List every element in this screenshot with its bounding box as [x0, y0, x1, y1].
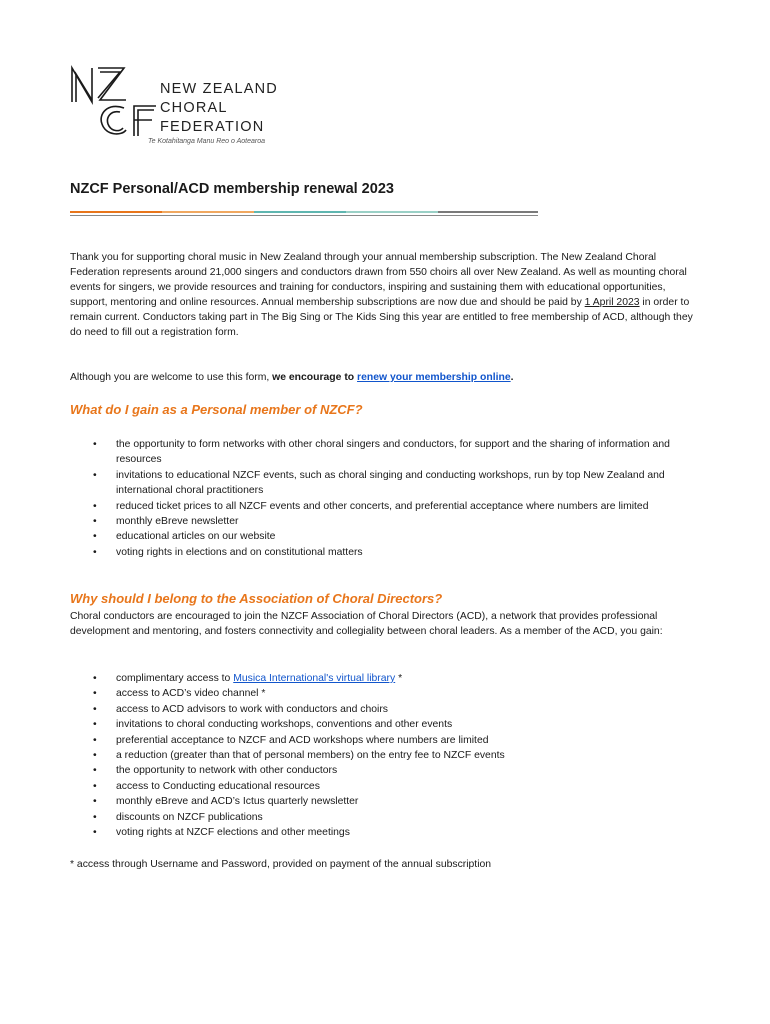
- acd-heading: Why should I belong to the Association of Choral Directors?: [70, 591, 443, 606]
- list-item-text: the opportunity to form networks with other choral singers and conductors, for support and the sharing of information and resources: [116, 439, 670, 466]
- list-item-text: voting rights at NZCF elections and other meetings: [116, 827, 350, 839]
- logo-wordmark: [160, 80, 278, 137]
- list-item-text: invitations to choral conducting workshops, conventions and other events: [116, 719, 453, 731]
- list-item-text: educational articles on our website: [116, 531, 276, 543]
- list-item-text: preferential acceptance to NZCF and ACD workshops where numbers are limited: [116, 734, 489, 746]
- intro-text-before: Thank you for supporting choral music in New Zealand through your annual membership subscription. The New Zealand Choral Federation represents around 21,000 singers and conductors drawn from 550 choirs all over New Zealand. As well as mounting choral events for singers, we provide resources and training for conductors, inspiring and sustaining them with educational opportunities, support, mentoring and online resources. Annual membership subscriptions are now due and should be paid by: [70, 252, 687, 308]
- acd-intro-paragraph: Choral conductors are encouraged to join the NZCF Association of Choral Directors (ACD), a network that provides professional development and mentoring, and fosters connectivity and collegiality between choral leaders. As a member of the ACD, you gain:: [70, 611, 663, 637]
- bullet-icon: •: [93, 673, 97, 684]
- list-item: [70, 437, 700, 468]
- bullet-icon: •: [93, 531, 97, 543]
- intro-paragraph: [70, 250, 700, 340]
- bullet-icon: •: [93, 516, 97, 528]
- list-item: [70, 763, 700, 778]
- list-item: [70, 529, 700, 544]
- logo-line-3: FEDERATION: [160, 119, 265, 135]
- online-text-bold: we encourage to: [272, 372, 358, 383]
- bullet-icon: •: [93, 811, 97, 823]
- list-item: [70, 825, 700, 840]
- musica-library-link[interactable]: Musica International's virtual library: [233, 673, 396, 684]
- list-item-text: reduced ticket prices to all NZCF events and other concerts, and preferential acceptance where numbers are limited: [116, 500, 649, 512]
- bullet-icon: •: [93, 500, 97, 512]
- list-item: [70, 671, 700, 686]
- list-item-text: discounts on NZCF publications: [116, 811, 263, 823]
- divider-underline: [70, 215, 538, 216]
- page-title: NZCF Personal/ACD membership renewal 2023: [70, 181, 394, 197]
- divider-seg-teal: [254, 211, 346, 213]
- nzcf-monogram-icon: [68, 62, 158, 140]
- bullet-icon: •: [93, 780, 97, 792]
- divider-seg-light-orange: [162, 211, 254, 213]
- list-item: [70, 545, 700, 560]
- logo-tagline: Te Kotahitanga Manu Reo o Aotearoa: [148, 138, 266, 145]
- bullet-icon: •: [93, 688, 97, 700]
- online-renewal-paragraph: [70, 370, 700, 385]
- due-date: 1 April 2023: [584, 297, 640, 308]
- list-item: [70, 686, 700, 701]
- list-item: [70, 733, 700, 748]
- divider-seg-light-teal: [346, 211, 438, 213]
- bullet-icon: •: [93, 750, 97, 762]
- bullet-icon: •: [93, 827, 97, 839]
- list-item-text: access to Conducting educational resources: [116, 780, 320, 792]
- list-item-text-after: *: [395, 673, 403, 684]
- list-item: [70, 810, 700, 825]
- intro-text-after: in order to remain current. Conductors taking part in The Big Sing or The Kids Sing this year are entitled to free membership of ACD, although they do need to fill out a registration form.: [70, 297, 693, 338]
- bullet-icon: •: [93, 734, 97, 746]
- divider-seg-grey: [438, 211, 538, 213]
- nzcf-logo: [68, 62, 308, 154]
- list-item: [70, 794, 700, 809]
- divider-seg-orange: [70, 211, 162, 213]
- bullet-icon: •: [93, 796, 97, 808]
- list-item-text: voting rights in elections and on constitutional matters: [116, 546, 363, 558]
- list-item-text: the opportunity to network with other conductors: [116, 765, 338, 777]
- list-item-text: access to ACD advisors to work with conductors and choirs: [116, 703, 389, 715]
- list-item-text: invitations to educational NZCF events, such as choral singing and conducting workshops, run by top New Zealand and international choral practitioners: [116, 469, 665, 497]
- renew-online-link[interactable]: renew your membership online: [357, 372, 511, 383]
- personal-benefits-list: [70, 437, 700, 560]
- logo-line-1: NEW ZEALAND: [160, 81, 278, 97]
- list-item: [70, 717, 700, 732]
- bullet-icon: •: [93, 765, 97, 777]
- list-item: [70, 499, 700, 514]
- list-item: [70, 702, 700, 717]
- list-item-text: monthly eBreve and ACD’s Ictus quarterly newsletter: [116, 796, 359, 808]
- bullet-icon: •: [93, 469, 97, 481]
- list-item: [70, 468, 700, 499]
- footnote: * access through Username and Password, provided on payment of the annual subscription: [70, 859, 492, 870]
- bullet-icon: •: [93, 719, 97, 731]
- title-divider: [70, 211, 538, 217]
- list-item-text: access to ACD’s video channel *: [116, 688, 266, 700]
- list-item-text-before: complimentary access to: [116, 673, 234, 684]
- online-text-before: Although you are welcome to use this form,: [70, 372, 273, 383]
- personal-member-heading: What do I gain as a Personal member of NZCF?: [70, 402, 363, 417]
- bullet-icon: •: [93, 439, 97, 450]
- list-item-text: monthly eBreve newsletter: [116, 516, 239, 528]
- acd-benefits-list: [70, 671, 700, 840]
- list-item: [70, 748, 700, 763]
- online-text-after: .: [510, 372, 514, 383]
- list-item-text: a reduction (greater than that of personal members) on the entry fee to NZCF events: [116, 750, 505, 762]
- logo-line-2: CHORAL: [160, 100, 228, 116]
- bullet-icon: •: [93, 546, 97, 558]
- bullet-icon: •: [93, 703, 97, 715]
- list-item: [70, 514, 700, 529]
- list-item: [70, 779, 700, 794]
